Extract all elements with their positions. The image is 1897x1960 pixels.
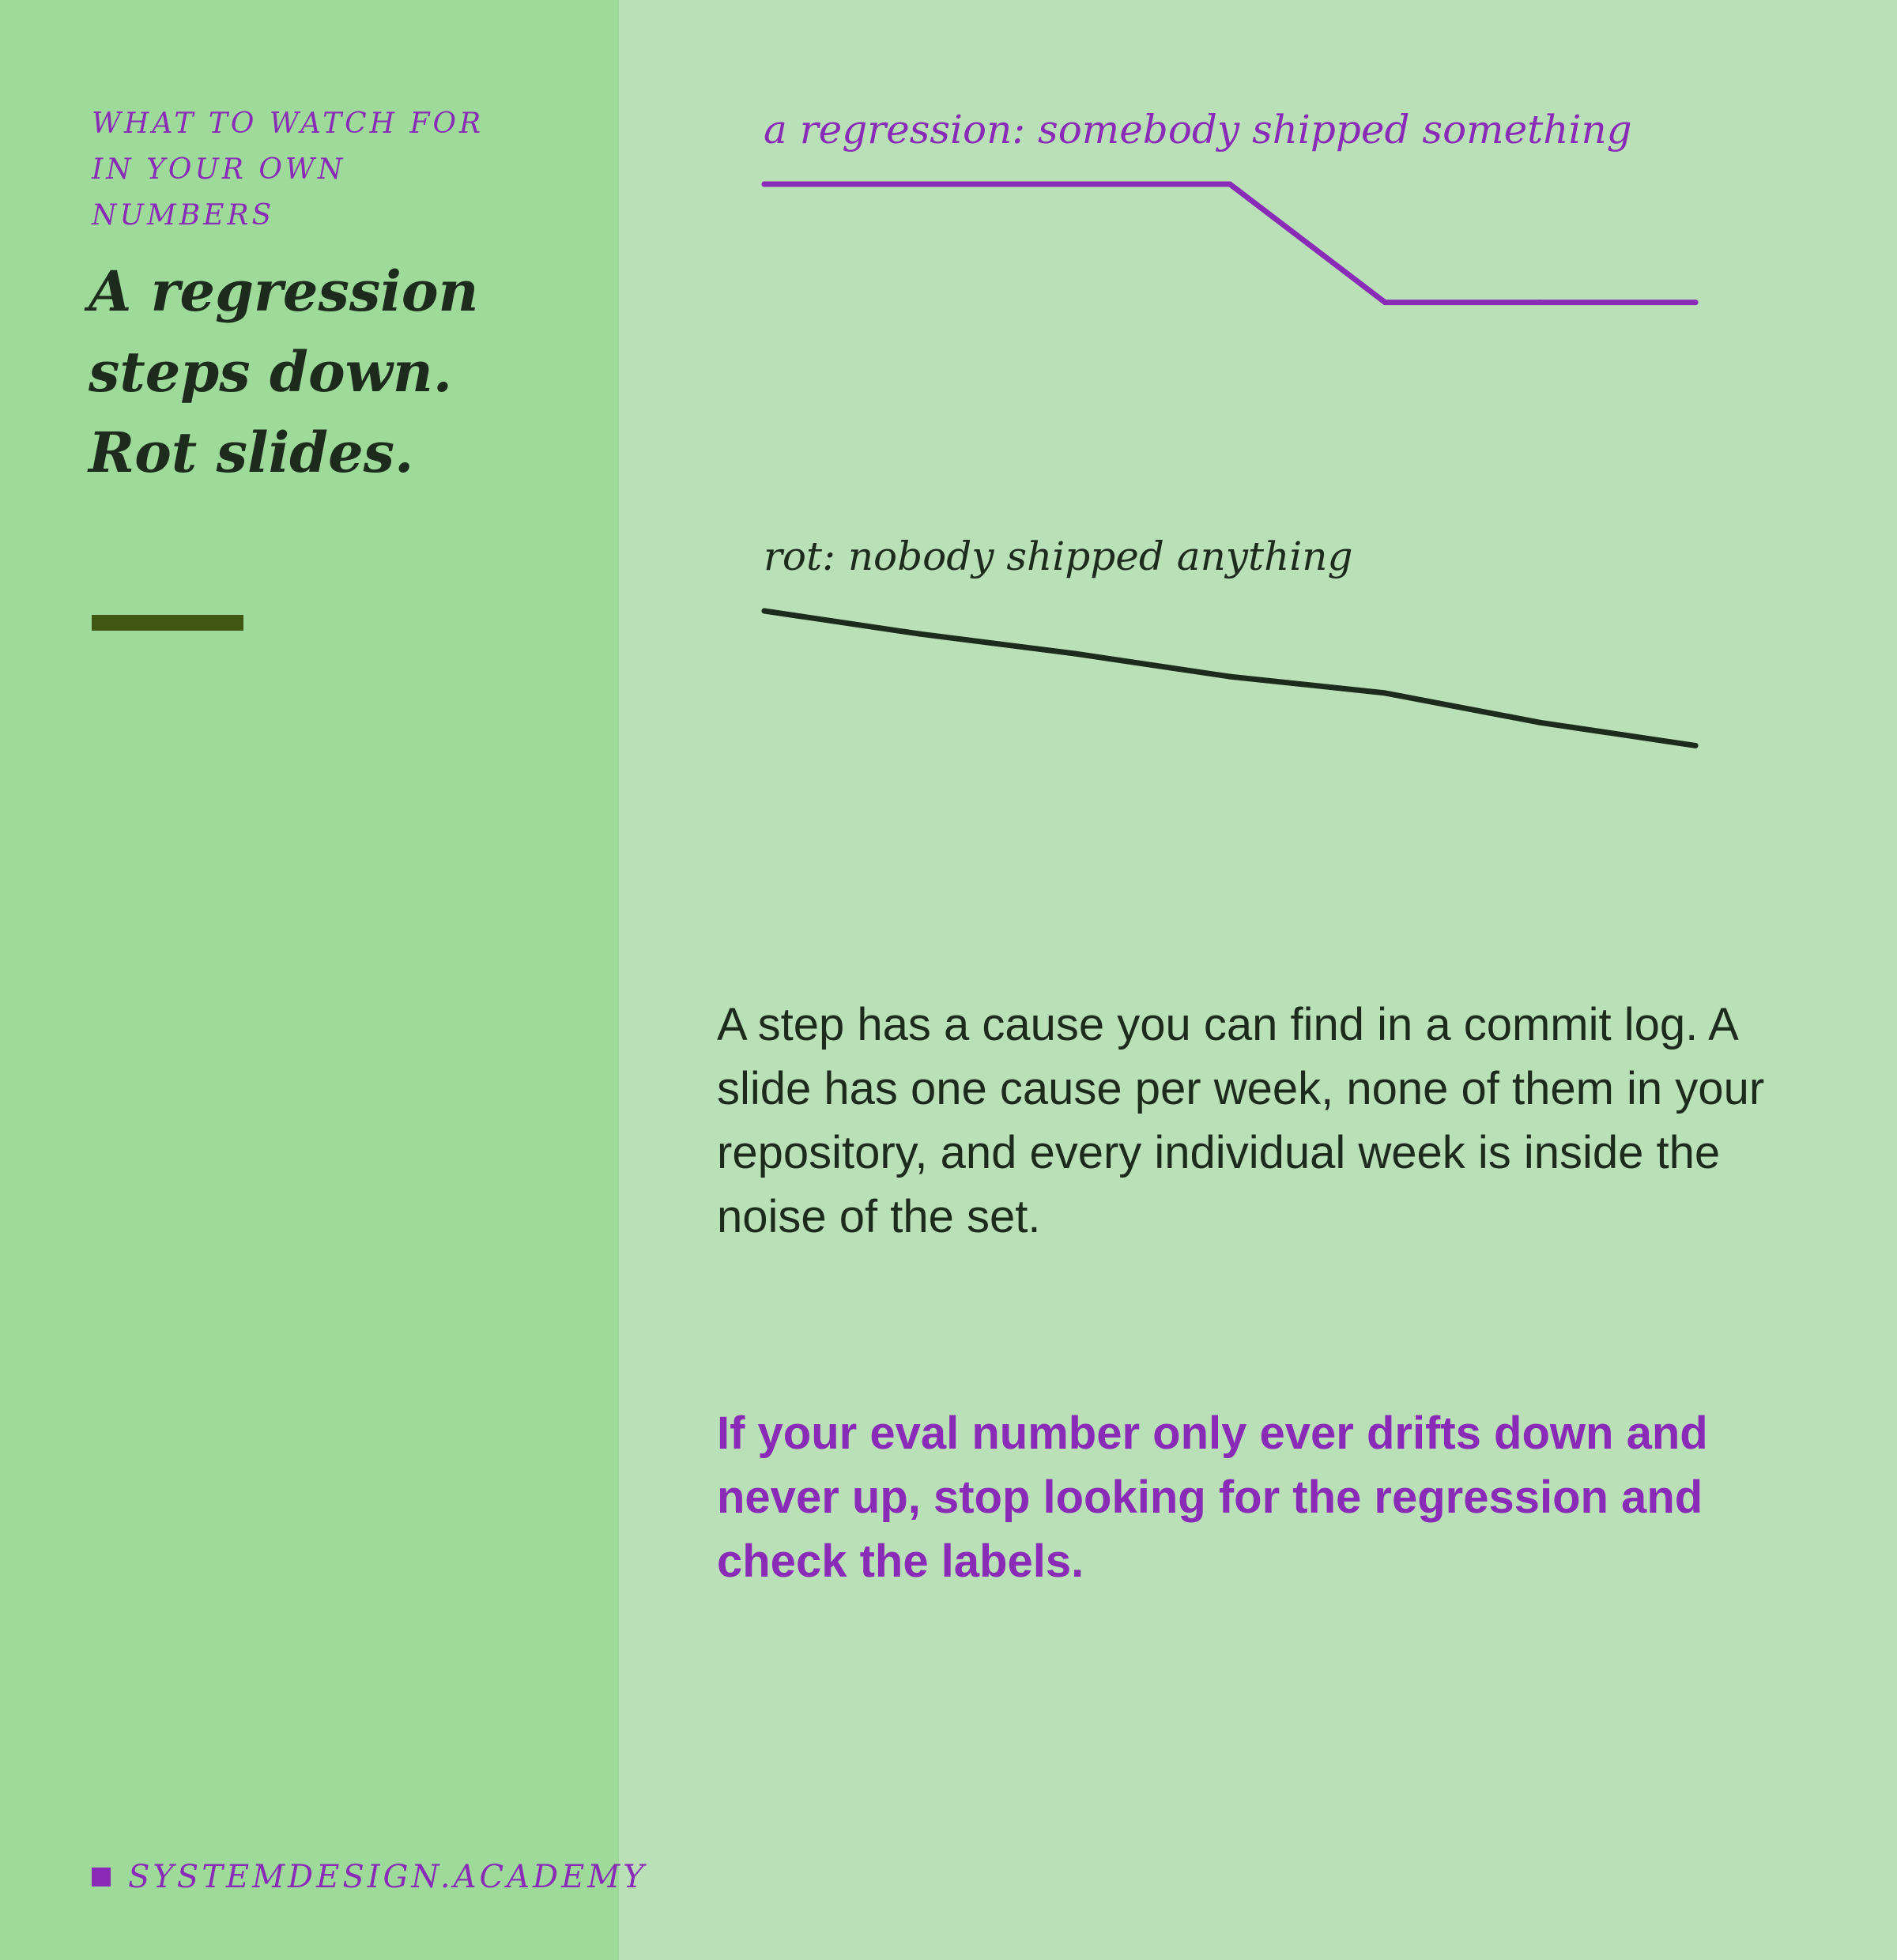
page-title: A regression steps down. Rot slides. (89, 258, 479, 485)
rot-chart-title: rot: nobody shipped anything (764, 533, 1353, 579)
rot-point-1 (762, 609, 767, 614)
regression-point-3 (1072, 182, 1077, 187)
rot-point-2 (917, 631, 922, 637)
eyebrow-label: WHAT TO WATCH FOR IN YOUR OWN NUMBERS (92, 107, 485, 232)
brand-name: SYSTEMDESIGN.ACADEMY (128, 1859, 647, 1895)
regression-point-1 (762, 182, 767, 187)
regression-point-4 (1228, 182, 1233, 187)
rot-point-7 (1693, 743, 1699, 748)
regression-point-2 (917, 182, 922, 187)
accent-rule (92, 615, 243, 631)
rot-sparkline (743, 585, 1771, 775)
brand-square-icon (92, 1868, 111, 1886)
regression-point-6 (1537, 300, 1543, 305)
regression-series-line (764, 184, 1695, 303)
rot-point-6 (1537, 720, 1543, 726)
body-paragraph: A step has a cause you can find in a commit log. A slide has one cause per week, none of them in your repository, and every individual week is inside the noise of the set. (717, 999, 1765, 1242)
regression-sparkline (743, 158, 1771, 348)
regression-point-7 (1693, 300, 1699, 305)
regression-point-5 (1382, 300, 1388, 305)
rot-point-4 (1228, 674, 1233, 680)
callout-text: If your eval number only ever drifts down and never up, stop looking for the regression and check the labels. (717, 1408, 1708, 1587)
rot-point-5 (1382, 690, 1388, 695)
rot-point-3 (1072, 651, 1077, 657)
brand-footer (92, 1859, 647, 1895)
regression-chart-title: a regression: somebody shipped something (764, 107, 1632, 153)
sidebar (0, 0, 647, 1960)
